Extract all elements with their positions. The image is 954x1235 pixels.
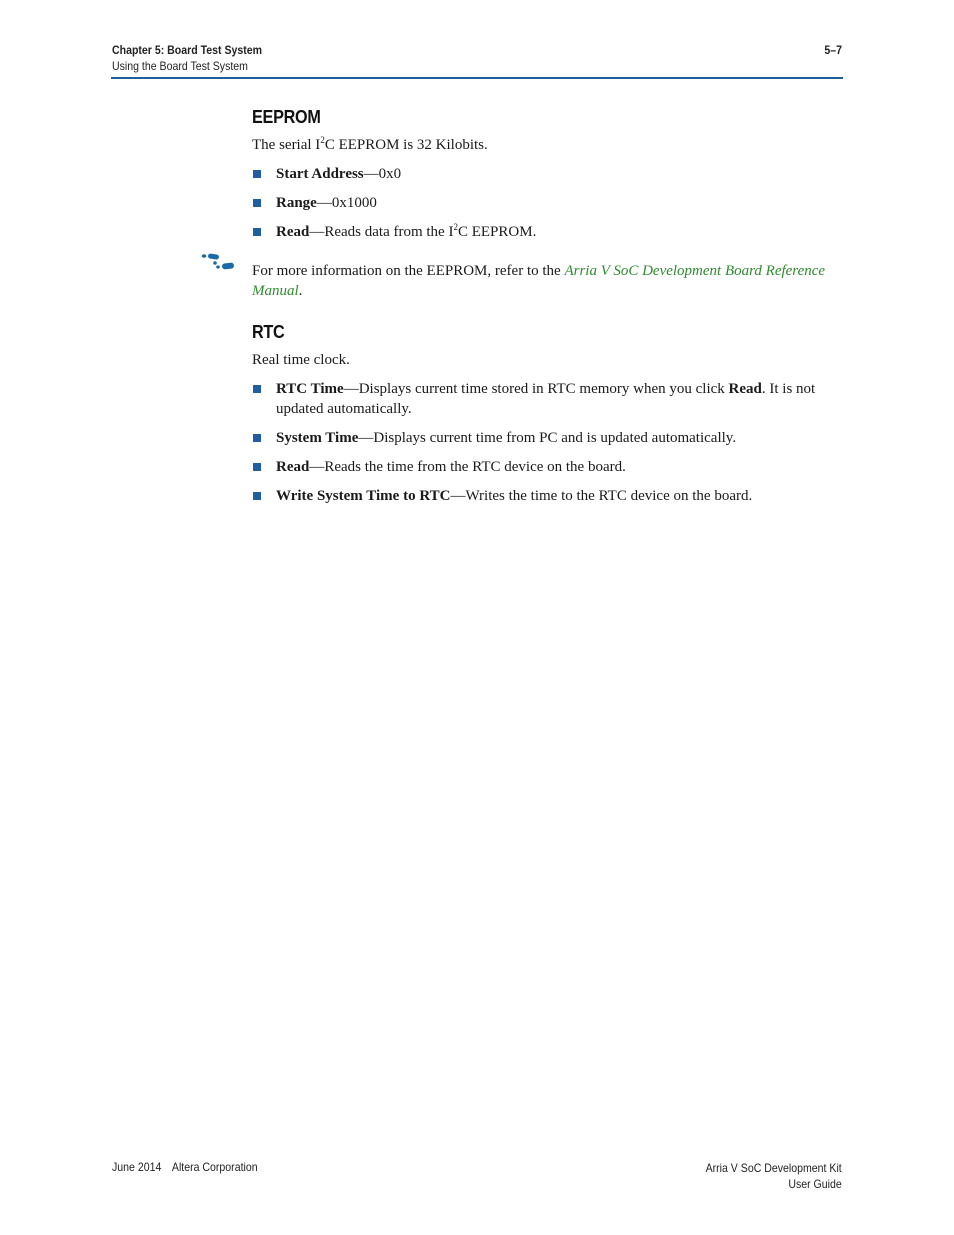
list-item-term: RTC Time [276, 381, 344, 397]
list-item-text: —Writes the time to the RTC device on the board. [450, 488, 753, 504]
reference-note [252, 261, 844, 301]
rtc-section [252, 321, 844, 506]
rtc-heading: RTC [252, 322, 285, 342]
header-rule [111, 77, 843, 79]
page-body [252, 106, 844, 515]
square-bullet-icon [253, 228, 261, 236]
list-item-term: Read [276, 224, 310, 240]
list-item-text: —Reads the time from the RTC device on the board. [309, 459, 626, 475]
footer-left [112, 1160, 258, 1175]
rtc-list [252, 379, 844, 506]
list-item [252, 457, 844, 477]
page-number: 5–7 [824, 43, 842, 57]
list-item [252, 428, 844, 448]
list-item-text: —Reads data from the I [309, 224, 454, 240]
eeprom-intro-text-2: C EEPROM is 32 Kilobits. [324, 137, 488, 153]
running-header-section: Using the Board Test System [112, 59, 248, 73]
eeprom-intro-text-1: The serial I [252, 137, 321, 153]
list-item [252, 193, 844, 213]
list-item-text: —0x0 [363, 166, 402, 182]
footer-doc-type: User Guide [788, 1177, 842, 1191]
list-item-text-end: . It is not updated automatically. [276, 381, 816, 417]
list-item-superscript: 2 [453, 222, 458, 232]
eeprom-heading: EEPROM [252, 107, 321, 127]
reference-manual-link[interactable]: Arria V SoC Development Board Reference Manual [252, 263, 826, 299]
footer-doc-title: Arria V SoC Development Kit [705, 1161, 842, 1175]
square-bullet-icon [253, 199, 261, 207]
list-item-term: Read [276, 459, 310, 475]
list-item-term: Range [276, 195, 317, 211]
square-bullet-icon [253, 434, 261, 442]
footer-company: Altera Corporation [171, 1160, 258, 1174]
eeprom-intro [252, 135, 844, 155]
square-bullet-icon [253, 463, 261, 471]
running-header-chapter: Chapter 5: Board Test System [112, 43, 263, 57]
list-item-term: System Time [276, 430, 359, 446]
rtc-intro: Real time clock. [252, 352, 350, 368]
note-text [252, 261, 844, 301]
list-item [252, 164, 844, 184]
list-item-text-end: C EEPROM. [457, 224, 537, 240]
list-item-text: —Displays current time from PC and is updated automatically. [358, 430, 737, 446]
list-item [252, 486, 844, 506]
eeprom-section [252, 106, 844, 301]
list-item-bold: Read [728, 381, 762, 397]
list-item-text: —Displays current time stored in RTC memory when you click [343, 381, 729, 397]
list-item-term: Write System Time to RTC [276, 488, 451, 504]
footer-right [706, 1160, 842, 1192]
list-item-term: Start Address [276, 166, 364, 182]
list-item [252, 379, 844, 419]
square-bullet-icon [253, 385, 261, 393]
square-bullet-icon [253, 170, 261, 178]
eeprom-intro-superscript: 2 [320, 135, 325, 145]
list-item-text: —0x1000 [316, 195, 377, 211]
footprints-icon [200, 253, 240, 278]
footer-date: June 2014 [112, 1160, 162, 1174]
list-item [252, 222, 844, 242]
square-bullet-icon [253, 492, 261, 500]
eeprom-list [252, 164, 844, 242]
note-text-start: For more information on the EEPROM, refer to the [252, 263, 565, 279]
note-text-end: . [298, 283, 303, 299]
